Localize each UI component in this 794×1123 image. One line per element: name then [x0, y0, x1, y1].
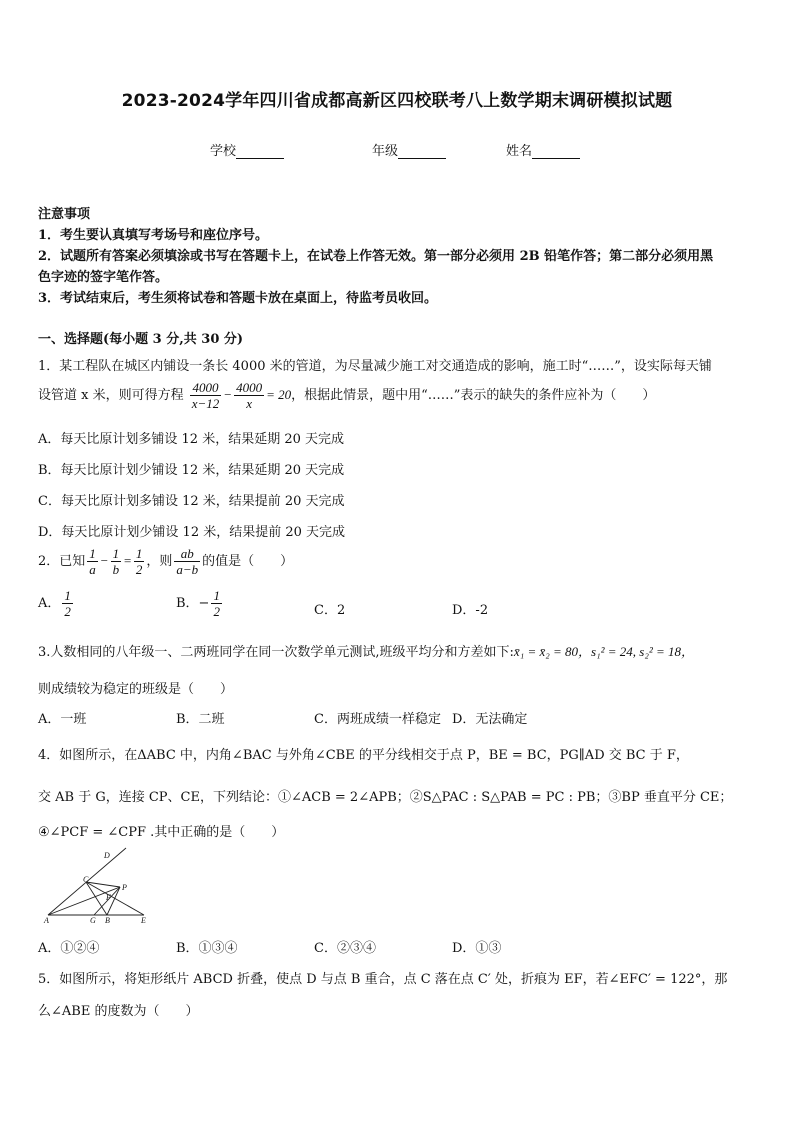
q2-frac3-num: 1	[135, 546, 143, 561]
q1-stem-line2	[38, 380, 655, 411]
q2-post: 的值是（ ）	[202, 554, 294, 569]
q2-option-b-num: 1	[213, 588, 220, 603]
q4-option-b: B．①③④	[176, 941, 238, 956]
q2-option-a-frac	[62, 588, 73, 619]
note-item: 色字迹的签字笔作答。	[38, 270, 169, 285]
school-field	[210, 140, 284, 159]
q3-stem-line1	[38, 641, 694, 660]
q4-option-c: C．②③④	[314, 941, 376, 956]
name-field	[506, 140, 580, 159]
q2-frac3-den: 2	[135, 562, 143, 577]
q2-fraction-4	[174, 546, 200, 577]
fig-label-e: E	[141, 916, 146, 925]
q2-frac1-den: a	[89, 562, 96, 577]
grade-field	[372, 140, 446, 159]
name-label: 姓名	[506, 144, 533, 159]
q1-frac1-den: x−12	[191, 396, 220, 411]
q2-frac2-den: b	[112, 562, 120, 577]
section-heading: 一、选择题(每小题 3 分,共 30 分)	[38, 332, 244, 347]
fig-label-b: B	[105, 916, 110, 925]
q2-stem	[38, 546, 293, 577]
q2-pre: 2．已知	[38, 554, 86, 569]
page-title: 2023-2024学年四川省成都高新区四校联考八上数学期末调研模拟试题	[121, 91, 673, 111]
q4-stem-line1: 4．如图所示，在ΔABC 中，内角∠BAC 与外角∠CBE 的平分线相交于点 P，BE = BC，PG∥AD 交 BC 于 F，	[38, 748, 689, 763]
q3-stem-line2: 则成绩较为稳定的班级是（ ）	[38, 682, 234, 697]
q2-option-b-den: 2	[213, 604, 220, 619]
q1-option-c: C．每天比原计划多铺设 12 米，结果提前 20 天完成	[38, 494, 345, 509]
q1-frac2-den: x	[246, 396, 252, 411]
q3-stats-math: x̄₁ = x̄₂ = 80，s₁² = 24, s₂² = 18，	[513, 644, 695, 659]
name-blank	[532, 145, 580, 159]
q2-frac4-num: ab	[174, 546, 200, 562]
q2-minus: −	[99, 553, 109, 568]
q2-option-b	[176, 588, 224, 619]
q2-fraction-2	[111, 546, 122, 577]
q2-fraction-1	[87, 546, 98, 577]
q1-stem-post: ，根据此情景，题中用“……”表示的缺失的条件应补为（ ）	[291, 388, 656, 403]
school-label: 学校	[210, 144, 237, 159]
q2-option-b-label: B．−	[176, 596, 210, 611]
school-blank	[236, 145, 284, 159]
q1-option-a: A．每天比原计划多铺设 12 米，结果延期 20 天完成	[38, 432, 345, 447]
fig-label-a: A	[44, 916, 49, 925]
q2-mid: ，则	[146, 554, 173, 569]
q4-option-d: D．①③	[452, 941, 502, 956]
q2-option-d: D．-2	[452, 603, 489, 618]
q4-stem-line3: ④∠PCF = ∠CPF .其中正确的是（ ）	[38, 825, 285, 840]
grade-blank	[398, 145, 446, 159]
q2-option-c: C．2	[314, 603, 346, 618]
q2-frac2-num: 1	[112, 546, 120, 561]
q2-fraction-3	[134, 546, 145, 577]
q1-fraction-2	[234, 380, 264, 411]
note-item: 1．考生要认真填写考场号和座位序号。	[38, 228, 269, 243]
fig-label-f: F	[106, 893, 111, 902]
q3-stem-text: 3.人数相同的八年级一、二两班同学在同一次数学单元测试,班级平均分和方差如下:	[38, 645, 514, 660]
q1-frac2-num: 4000	[236, 380, 263, 395]
fig-label-d: D	[104, 851, 110, 860]
q4-option-a: A．①②④	[38, 941, 100, 956]
q1-frac1-num: 4000	[190, 380, 222, 396]
note-item: 3．考试结束后，考生须将试卷和答题卡放在桌面上，待监考员收回。	[38, 291, 438, 306]
q2-frac1-num: 1	[89, 546, 96, 561]
q2-option-a	[38, 588, 75, 619]
grade-label: 年级	[372, 144, 399, 159]
fig-label-g: G	[90, 916, 96, 925]
q1-minus: −	[223, 387, 233, 402]
q4-geometry-figure	[40, 845, 160, 925]
q1-stem-line1: 1．某工程队在城区内铺设一条长 4000 米的管道，为尽量减少施工对交通造成的影响，施工时“……”，设实际每天铺	[38, 359, 712, 374]
q2-option-a-num: 1	[64, 588, 71, 603]
q2-option-b-frac	[211, 588, 222, 619]
q2-option-a-label: A．	[38, 596, 61, 611]
q1-option-b: B．每天比原计划少铺设 12 米，结果延期 20 天完成	[38, 463, 345, 478]
q2-option-a-den: 2	[64, 604, 71, 619]
q1-equals: = 20	[266, 387, 292, 402]
notes-heading: 注意事项	[38, 207, 91, 222]
q4-stem-line2: 交 AB 于 G，连接 CP、CE，下列结论：①∠ACB = 2∠APB；②S△PAC : S△PAB = PC : PB；③BP 垂直平分 CE；	[38, 790, 733, 805]
q2-equals: =	[123, 553, 132, 568]
fig-label-p: P	[122, 883, 127, 892]
q1-option-d: D．每天比原计划少铺设 12 米，结果提前 20 天完成	[38, 525, 346, 540]
q5-stem-line1: 5．如图所示，将矩形纸片 ABCD 折叠，使点 D 与点 B 重合，点 C 落在点 C′ 处，折痕为 EF，若∠EFC′ = 122°，那	[38, 972, 728, 987]
q3-option-d: D．无法确定	[452, 712, 528, 727]
q5-stem-line2: 么∠ABE 的度数为（ ）	[38, 1004, 199, 1019]
q1-fraction-1	[190, 380, 222, 411]
note-item: 2．试题所有答案必须填涂或书写在答题卡上，在试卷上作答无效。第一部分必须用 2B 铅笔作答；第二部分必须用黑	[38, 249, 714, 264]
q1-stem-pre: 设管道 x 米，则可得方程	[38, 388, 184, 403]
q2-frac4-den: a−b	[176, 562, 199, 577]
q3-option-a: A．一班	[38, 712, 87, 727]
q3-option-c: C．两班成绩一样稳定	[314, 712, 441, 727]
q3-option-b: B．二班	[176, 712, 225, 727]
fig-label-c: C	[83, 875, 89, 884]
